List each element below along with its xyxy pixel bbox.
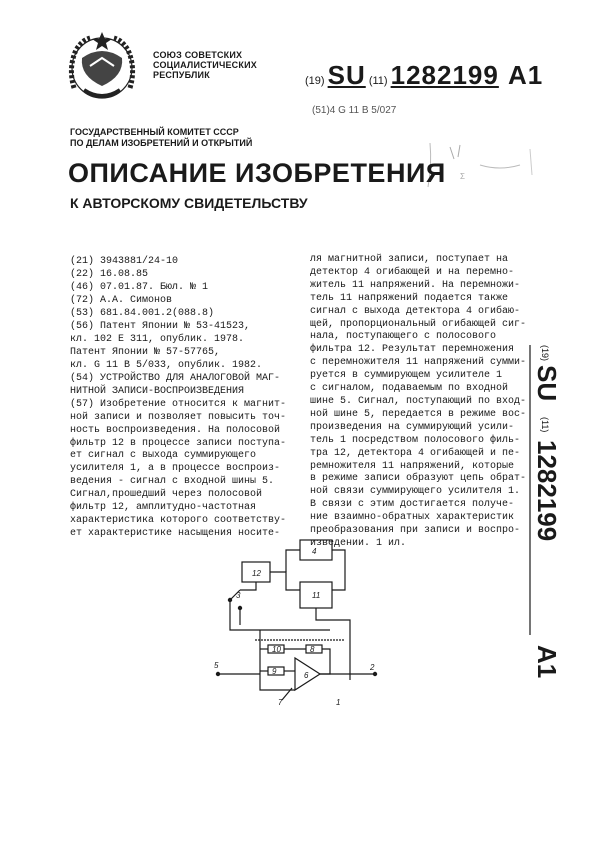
label-12: 12 bbox=[252, 569, 261, 578]
abstract-left-column bbox=[70, 373, 295, 541]
abstract-line: с сигналом, подаваемым по входной bbox=[310, 383, 509, 395]
abstract-line: (54) УСТРОЙСТВО ДЛЯ АНАЛОГОВОЙ МАГ- bbox=[70, 373, 281, 384]
biblio-line: (22) 16.08.85 bbox=[70, 269, 149, 280]
biblio-line: (53) 681.84.001.2(088.8) bbox=[70, 308, 215, 319]
circuit-diagram bbox=[200, 530, 560, 710]
abstract-line: житель 11 напряжений. На перемножи- bbox=[310, 279, 521, 291]
abstract-line: ет сигнал с выхода суммирующего bbox=[70, 450, 257, 462]
abstract-line: усилителя 1, а в процессе воспроиз- bbox=[70, 463, 281, 475]
abstract-line: изведении. 1 ил. bbox=[310, 537, 407, 549]
ussr-emblem-icon bbox=[62, 28, 142, 108]
vertical-code-19: (19) bbox=[540, 345, 550, 362]
vertical-kind: A1 bbox=[532, 645, 562, 679]
abstract-line: щей, пропорциональный огибающей сиг- bbox=[310, 318, 527, 330]
country-code: SU bbox=[327, 60, 366, 90]
abstract-line: шине 5. Сигнал, поступающий по вход- bbox=[310, 395, 527, 407]
biblio-line: кл. G 11 B 5/033, опублик. 1982. bbox=[70, 360, 263, 371]
abstract-line: тра 12, детектора 4 огибающей и пе- bbox=[310, 447, 521, 459]
bibliographic-data bbox=[70, 255, 262, 372]
abstract-line: тель 1 посредством полосового филь- bbox=[310, 434, 521, 446]
abstract-line: ремножителя 11 напряжений, которые bbox=[310, 460, 515, 472]
abstract-line: В связи с этим достигается получе- bbox=[310, 499, 515, 511]
committee-line: ГОСУДАРСТВЕННЫЙ КОМИТЕТ СССР bbox=[70, 127, 239, 137]
org-line: СОЦИАЛИСТИЧЕСКИХ bbox=[153, 60, 257, 70]
abstract-line: с перемножителя 11 напряжений сумми- bbox=[310, 357, 527, 369]
abstract-line: фильтр 12, амплитудно-частотная bbox=[70, 502, 257, 514]
abstract-line: ной связи суммирующего усилителя 1. bbox=[310, 486, 521, 498]
label-4: 4 bbox=[312, 547, 317, 556]
code-19: (19) bbox=[305, 75, 325, 87]
biblio-line: (46) 07.01.87. Бюл. № 1 bbox=[70, 282, 209, 293]
committee-line: ПО ДЕЛАМ ИЗОБРЕТЕНИЙ И ОТКРЫТИЙ bbox=[70, 138, 253, 148]
vertical-number: 1282199 bbox=[532, 440, 562, 542]
biblio-line: (56) Патент Японии № 53-41523, bbox=[70, 321, 251, 332]
abstract-line: Сигнал,прошедший через полосовой bbox=[70, 489, 263, 501]
label-2: 2 bbox=[370, 663, 375, 672]
abstract-line: характеристика которого соответству- bbox=[70, 514, 287, 526]
abstract-right-column bbox=[310, 254, 527, 551]
country-org-name bbox=[153, 50, 257, 80]
vertical-country: SU bbox=[532, 365, 562, 402]
abstract-line: ля магнитной записи, поступает на bbox=[310, 254, 509, 265]
abstract-line: ной шине 5, передается в режиме вос- bbox=[310, 408, 527, 420]
biblio-line: Патент Японии № 57-57765, bbox=[70, 347, 221, 358]
label-7: 7 bbox=[278, 698, 283, 707]
abstract-line: фильтр 12 в процессе записи поступа- bbox=[70, 437, 287, 449]
abstract-line: произведения на суммирующий усили- bbox=[310, 421, 515, 433]
org-line: СОЮЗ СОВЕТСКИХ bbox=[153, 50, 243, 60]
label-11: 11 bbox=[312, 591, 321, 600]
abstract-line: ность воспроизведения. На полосовой bbox=[70, 424, 281, 436]
abstract-line: детектор 4 огибающей и на перемно- bbox=[310, 266, 515, 278]
abstract-line: фильтра 12. Результат перемножения bbox=[310, 344, 515, 356]
abstract-line: сигнал с выхода детектора 4 огибаю- bbox=[310, 305, 521, 317]
org-line: РЕСПУБЛИК bbox=[153, 70, 210, 80]
code-11: (11) bbox=[368, 75, 388, 87]
label-1: 1 bbox=[336, 698, 341, 707]
svg-text:Σ: Σ bbox=[460, 172, 465, 181]
label-8: 8 bbox=[310, 645, 315, 654]
abstract-line: преобразования при записи и воспро- bbox=[310, 525, 521, 537]
ipc-classification: (51)4 G 11 B 5/027 bbox=[312, 105, 397, 116]
patent-kind: A1 bbox=[508, 60, 544, 90]
abstract-line: ние взаимно-обратных характеристик bbox=[310, 512, 515, 524]
abstract-line: руется в суммирующем усилителе 1 bbox=[310, 370, 503, 382]
label-5: 5 bbox=[214, 661, 219, 670]
document-title: ОПИСАНИЕ ИЗОБРЕТЕНИЯ bbox=[68, 158, 446, 188]
abstract-line: ной записи и позволяет повысить точ- bbox=[70, 411, 287, 423]
document-subtitle: К АВТОРСКОМУ СВИДЕТЕЛЬСТВУ bbox=[70, 195, 308, 211]
label-9: 9 bbox=[272, 667, 277, 676]
biblio-line: (72) А.А. Симонов bbox=[70, 295, 173, 306]
abstract-line: НИТНОЙ ЗАПИСИ-ВОСПРОИЗВЕДЕНИЯ bbox=[70, 385, 245, 397]
patent-number: 1282199 bbox=[390, 60, 499, 90]
abstract-line: тель 11 напряжений подается также bbox=[310, 292, 509, 304]
biblio-line: (21) 3943881/24-10 bbox=[70, 256, 179, 267]
committee-name bbox=[70, 127, 252, 149]
abstract-line: в режиме записи образуют цепь обрат- bbox=[310, 473, 527, 485]
abstract-line: ведения - сигнал с входной шины 5. bbox=[70, 476, 275, 488]
label-6: 6 bbox=[304, 671, 309, 680]
document-number bbox=[305, 60, 543, 91]
label-10: 10 bbox=[272, 645, 281, 654]
abstract-line: нала, поступающего с полосового bbox=[310, 331, 497, 343]
abstract-line: ет характеристике насыщения носите- bbox=[70, 527, 281, 539]
vertical-code-11: (11) bbox=[540, 417, 550, 433]
label-3: 3 bbox=[236, 591, 241, 600]
abstract-line: (57) Изобретение относится к магнит- bbox=[70, 398, 287, 410]
biblio-line: кл. 102 E 311, опублик. 1978. bbox=[70, 334, 245, 345]
